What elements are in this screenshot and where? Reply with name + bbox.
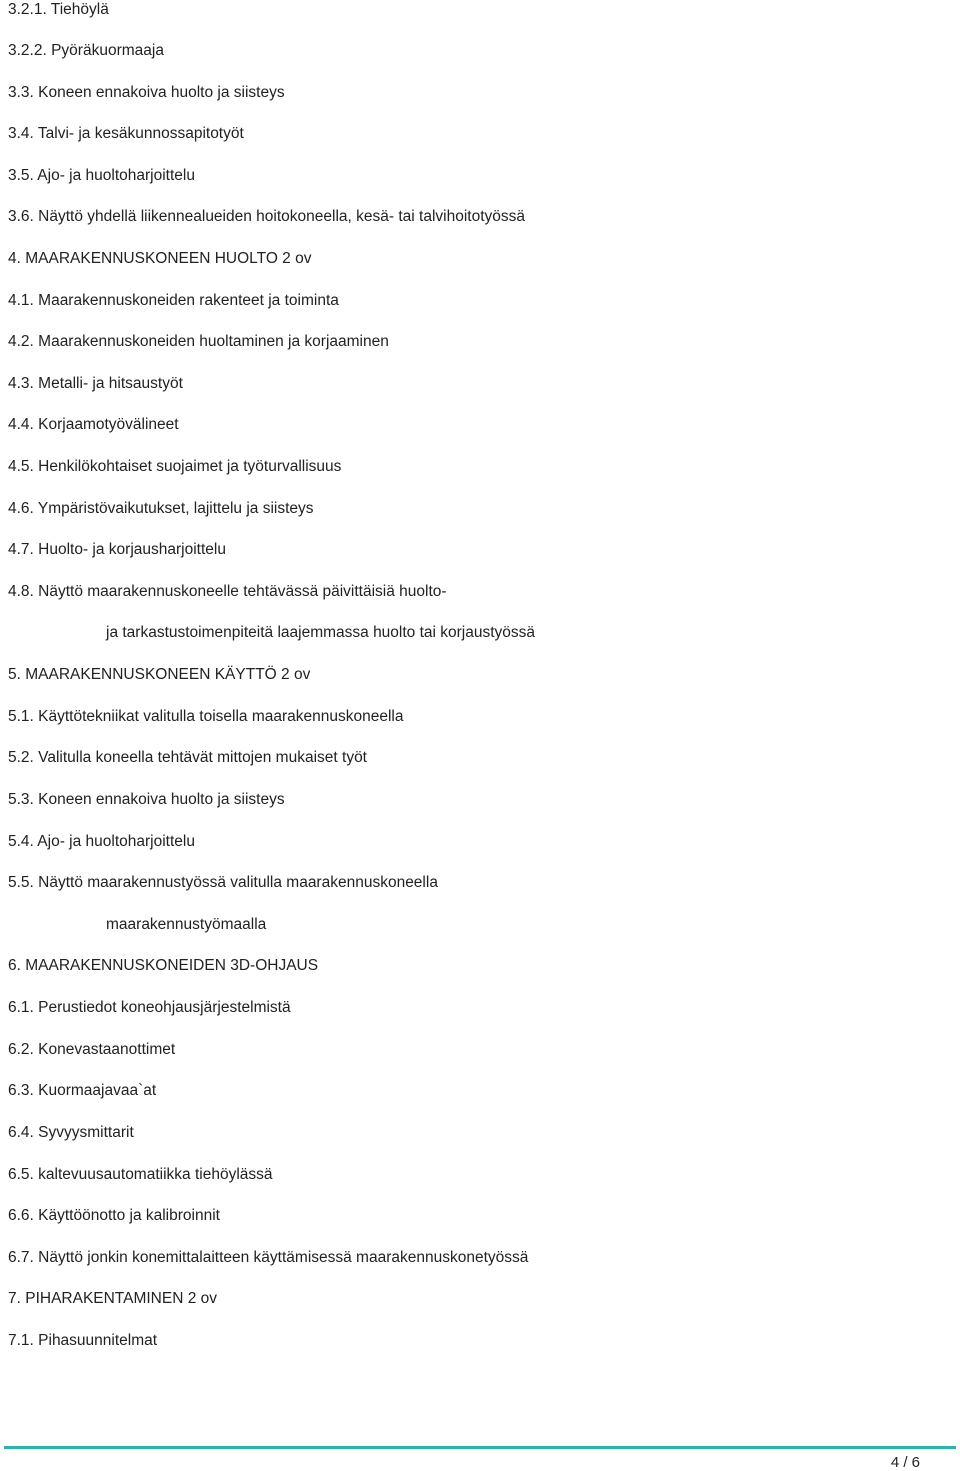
- toc-line: 3.2.2. Pyöräkuormaaja: [8, 42, 164, 59]
- toc-line: 4.2. Maarakennuskoneiden huoltaminen ja korjaaminen: [8, 333, 389, 350]
- toc-line: 4.6. Ympäristövaikutukset, lajittelu ja siisteys: [8, 500, 314, 517]
- toc-line: 4.1. Maarakennuskoneiden rakenteet ja toiminta: [8, 292, 339, 309]
- page-number: 4 / 6: [890, 1454, 920, 1471]
- toc-line: 6.3. Kuormaajavaa`at: [8, 1082, 157, 1099]
- toc-line: 4.4. Korjaamotyövälineet: [8, 416, 179, 433]
- toc-line: 4.8. Näyttö maarakennuskoneelle tehtävässä päivittäisiä huolto-: [8, 583, 447, 600]
- toc-line: 4.3. Metalli- ja hitsaustyöt: [8, 375, 183, 392]
- toc-line: 3.5. Ajo- ja huoltoharjoittelu: [8, 167, 195, 184]
- toc-line: 5.2. Valitulla koneella tehtävät mittojen mukaiset työt: [8, 749, 367, 766]
- toc-line: 6.1. Perustiedot koneohjausjärjestelmistä: [8, 999, 291, 1016]
- toc-line: 5.3. Koneen ennakoiva huolto ja siisteys: [8, 791, 285, 808]
- toc-line: 5.1. Käyttötekniikat valitulla toisella maarakennuskoneella: [8, 708, 404, 725]
- toc-line: 7.1. Pihasuunnitelmat: [8, 1332, 158, 1349]
- toc-line: 6.2. Konevastaanottimet: [8, 1041, 176, 1058]
- toc-line: 6.7. Näyttö jonkin konemittalaitteen käyttämisessä maarakennuskonetyössä: [8, 1249, 529, 1266]
- footer-divider: [4, 1446, 956, 1449]
- toc-line-continuation: ja tarkastustoimenpiteitä laajemmassa huolto tai korjaustyössä: [106, 624, 536, 641]
- toc-heading: 4. MAARAKENNUSKONEEN HUOLTO 2 ov: [8, 250, 312, 267]
- toc-line: 5.5. Näyttö maarakennustyössä valitulla maarakennuskoneella: [8, 874, 438, 891]
- toc-heading: 5. MAARAKENNUSKONEEN KÄYTTÖ 2 ov: [8, 666, 311, 683]
- toc-line-continuation: maarakennustyömaalla: [106, 916, 267, 933]
- toc-line: 6.5. kaltevuusautomatiikka tiehöylässä: [8, 1166, 273, 1183]
- toc-line: 5.4. Ajo- ja huoltoharjoittelu: [8, 833, 195, 850]
- toc-line: 6.6. Käyttöönotto ja kalibroinnit: [8, 1207, 220, 1224]
- toc-heading: 6. MAARAKENNUSKONEIDEN 3D-OHJAUS: [8, 957, 319, 974]
- toc-line: 4.7. Huolto- ja korjausharjoittelu: [8, 541, 226, 558]
- toc-line: 3.4. Talvi- ja kesäkunnossapitotyöt: [8, 125, 244, 142]
- toc-line: 6.4. Syvyysmittarit: [8, 1124, 134, 1141]
- toc-line: 3.3. Koneen ennakoiva huolto ja siisteys: [8, 84, 285, 101]
- toc-line: 3.6. Näyttö yhdellä liikennealueiden hoitokoneella, kesä- tai talvihoitotyössä: [8, 208, 525, 225]
- toc-line: 4.5. Henkilökohtaiset suojaimet ja työturvallisuus: [8, 458, 342, 475]
- toc-heading: 7. PIHARAKENTAMINEN 2 ov: [8, 1290, 218, 1307]
- toc-line: 3.2.1. Tiehöylä: [8, 1, 109, 18]
